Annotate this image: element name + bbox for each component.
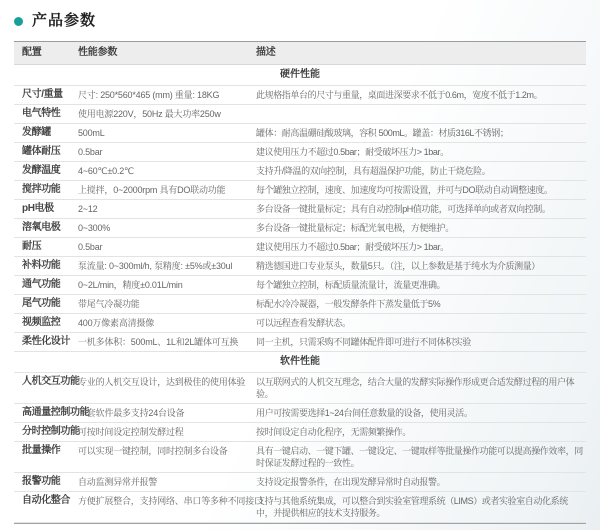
table-row (14, 105, 586, 124)
table-row (14, 314, 586, 333)
param-cell: 带尾气冷凝功能 (78, 299, 140, 309)
table-row (14, 473, 586, 492)
bullet-icon (14, 17, 23, 26)
config-cell: 批量操作 (22, 445, 61, 456)
param-cell: 专业的人机交互设计，达到极佳的使用体验 (78, 377, 246, 387)
table-row (14, 86, 586, 105)
desc-cell: 多台设备一键批量标定；具有自动控制pH值功能，可选择单向或者双向控制。 (256, 204, 551, 214)
config-cell: 发酵温度 (22, 165, 61, 176)
table-section-row (14, 65, 586, 86)
config-cell: pH电极 (22, 203, 54, 214)
table-row (14, 257, 586, 276)
desc-cell: 可以远程查看发酵状态。 (256, 318, 351, 328)
param-cell: 泵流量: 0~300ml/h, 泵精度: ±5%或±30ul (78, 261, 233, 271)
table-row (14, 200, 586, 219)
config-cell: 电气特性 (22, 108, 61, 119)
table-row (14, 219, 586, 238)
table-row (14, 276, 586, 295)
desc-cell: 罐体：耐高温硼硅酸玻璃，容积 500mL。罐盖：材质316L不锈钢； (256, 128, 509, 138)
specs-table-header (14, 41, 586, 65)
config-cell: 高通量控制功能 (22, 407, 90, 418)
param-cell: 2~12 (78, 204, 98, 214)
desc-cell: 同一主机，只需采购不同罐体配件即可进行不同体积实验 (256, 337, 472, 347)
table-row (14, 295, 586, 314)
section-title-bar (0, 0, 600, 29)
table-row (14, 238, 586, 257)
desc-cell: 用户可按需要选择1~24台间任意数量的设备，使用灵活。 (256, 408, 473, 418)
table-section-row (14, 352, 586, 373)
desc-cell: 支持升/降温的双向控制，具有超温保护功能，防止干烧危险。 (256, 166, 491, 176)
config-cell: 自动化整合 (22, 495, 70, 506)
config-cell: 视频监控 (22, 317, 61, 328)
config-cell: 人机交互功能 (22, 376, 80, 387)
config-cell: 尾气功能 (22, 298, 61, 309)
page-title: 产品参数 (32, 12, 97, 29)
config-cell: 通气功能 (22, 279, 61, 290)
config-cell: 尺寸/重量 (22, 89, 63, 100)
desc-cell: 建议使用压力不超过0.5bar；耐受破坏压力> 1bar。 (256, 242, 449, 252)
config-cell: 搅拌功能 (22, 184, 61, 195)
param-cell: 0~300% (78, 223, 111, 233)
param-cell: 自动监测异常并报警 (78, 477, 158, 487)
param-cell: 一套软件最多支持24台设备 (78, 408, 185, 418)
config-cell: 柔性化设计 (22, 336, 70, 347)
config-cell: 分时控制功能 (22, 426, 80, 437)
param-cell: 可以实现一键控制，同时控制多台设备 (78, 446, 228, 456)
column-header-config: 配置 (22, 47, 42, 58)
param-cell: 0.5bar (78, 147, 103, 157)
specs-table-body (14, 65, 586, 523)
desc-cell: 精选德国进口专业泵头，数量5只。（注，以上参数是基于纯水为介质测量） (256, 261, 540, 271)
desc-cell: 支持与其他系统集成，可以整合到实验室管理系统（LIMS）或者实验室自动化系统中，并提供相应的技术支持服务。 (256, 496, 568, 518)
param-cell: 可按时间设定控制发酵过程 (78, 427, 184, 437)
param-cell: 500mL (78, 128, 105, 138)
table-row (14, 124, 586, 143)
config-cell: 发酵罐 (22, 127, 51, 138)
param-cell: 400万像素高清摄像 (78, 318, 155, 328)
table-row (14, 442, 586, 473)
param-cell: 方便扩展整合，支持网络、串口等多种不同接口 (78, 496, 263, 506)
param-cell: 尺寸: 250*560*465 (mm) 重量: 18KG (78, 90, 220, 100)
table-row (14, 404, 586, 423)
config-cell: 耐压 (22, 241, 42, 252)
table-row (14, 143, 586, 162)
param-cell: 一机多体积：500mL、1L和2L罐体可互换 (78, 337, 239, 347)
desc-cell: 具有一键启动、一键下罐、一键设定、一键取样等批量操作功能可以提高操作效率，同时保证发酵过程的一致性。 (256, 446, 583, 468)
table-row (14, 373, 586, 404)
column-header-param: 性能参数 (78, 47, 118, 58)
desc-cell: 多台设备一键批量标定；标配光氧电极，方便维护。 (256, 223, 454, 233)
section-label: 软件性能 (280, 356, 320, 367)
desc-cell: 支持设定报警条件，在出现发酵异常时自动报警。 (256, 477, 446, 487)
config-cell: 溶氧电极 (22, 222, 61, 233)
config-cell: 补料功能 (22, 260, 61, 271)
param-cell: 上搅拌，0~2000rpm 具有DO联动功能 (78, 185, 226, 195)
desc-cell: 建议使用压力不超过0.5bar；耐受破坏压力> 1bar。 (256, 147, 449, 157)
specs-table (14, 41, 586, 524)
table-row (14, 333, 586, 352)
column-header-desc: 描述 (256, 47, 276, 58)
table-row (14, 492, 586, 523)
param-cell: 使用电源220V，50Hz 最大功率250w (78, 109, 221, 119)
config-cell: 报警功能 (22, 476, 61, 487)
table-row (14, 181, 586, 200)
desc-cell: 标配水冷冷凝器，一般发酵条件下蒸发量低于5% (256, 299, 441, 309)
config-cell: 罐体耐压 (22, 146, 61, 157)
param-cell: 4~60℃±0.2℃ (78, 166, 134, 176)
desc-cell: 按时间设定自动化程序，无需频繁操作。 (256, 427, 411, 437)
table-row (14, 423, 586, 442)
param-cell: 0~2L/min，精度±0.01L/min (78, 280, 183, 290)
param-cell: 0.5bar (78, 242, 103, 252)
desc-cell: 每个罐独立控制，速度、加速度均可按需设置，并可与DO联动自动调整速度。 (256, 185, 553, 195)
table-row (14, 162, 586, 181)
section-label: 硬件性能 (280, 69, 320, 80)
desc-cell: 每个罐独立控制，标配质量流量计，流量更准确。 (256, 280, 446, 290)
desc-cell: 此规格指单台的尺寸与重量，桌面进深要求不低于0.6m，宽度不低于1.2m。 (256, 90, 543, 100)
desc-cell: 以互联网式的人机交互理念，结合大量的发酵实际操作形成更合适发酵过程的用户体验。 (256, 377, 575, 399)
